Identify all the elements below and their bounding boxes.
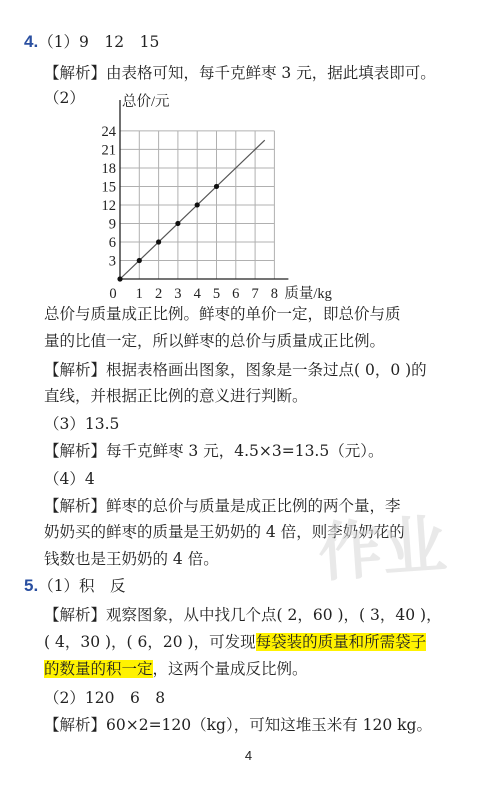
q4-part3: （3）13.5 [44, 415, 120, 433]
q5-number: 5. [24, 576, 39, 595]
x-tick-label: 2 [154, 286, 163, 302]
q5-highlight-2: 的数量的积一定 [44, 660, 153, 678]
q5-analysis1-2 [44, 632, 426, 652]
y-tick-label: 18 [101, 160, 116, 177]
data-point [137, 258, 142, 263]
x-tick-label: 6 [232, 286, 240, 302]
q5-heading [24, 576, 126, 596]
q5-part2: （2）120 6 8 [44, 689, 166, 707]
x-tick-label: 8 [270, 286, 279, 302]
q5-analysis1-3 [44, 659, 308, 679]
q4-number: 4. [24, 32, 39, 51]
x-tick-label: 4 [193, 286, 201, 302]
y-tick-label: 12 [101, 197, 116, 214]
x-axis-label: 质量/kg [284, 286, 332, 302]
y-tick-label: 24 [101, 123, 116, 140]
chart-axes [120, 100, 288, 279]
data-point [195, 202, 200, 207]
q5-analysis1-3b: ，这两个量成反比例。 [152, 660, 308, 678]
data-point [156, 239, 161, 244]
q4-part4: （4）4 [44, 470, 95, 488]
q4-analysis1: 【解析】由表格可知，每千克鲜枣 3 元，据此填表即可。 [44, 64, 436, 82]
data-point [117, 276, 122, 281]
y-tick-label: 3 [108, 253, 116, 270]
x-tick-label: 1 [135, 286, 143, 302]
q4-analysis4-2: 奶奶买的鲜枣的质量是王奶奶的 4 倍，则李奶奶花的 [44, 523, 405, 541]
q4-analysis3: 【解析】每千克鲜枣 3 元，4.5×3=13.5（元）。 [44, 442, 384, 460]
y-tick-label: 6 [108, 234, 116, 251]
q4-part1: （1）9 12 15 [38, 33, 160, 51]
y-tick-label: 15 [101, 179, 116, 196]
series-line [120, 140, 265, 279]
y-axis-label: 总价/元 [122, 94, 170, 110]
q4-analysis2-1: 【解析】根据表格画出图象，图象是一条过点( 0，0 )的 [44, 361, 427, 379]
q5-analysis2: 【解析】60×2=120（kg），可知这堆玉米有 120 kg。 [44, 716, 432, 734]
q5-part1: （1）积 反 [38, 577, 126, 595]
y-tick-label: 9 [108, 216, 116, 233]
q5-analysis1-2a: ( 4，30 )，( 6，20 )，可发现 [44, 633, 256, 651]
y-tick-label: 21 [101, 142, 116, 159]
q4-analysis4-3: 钱数也是王奶奶的 4 倍。 [44, 550, 219, 568]
x-tick-label: 5 [212, 286, 221, 302]
data-point [175, 221, 180, 226]
watermark: 作业 [315, 508, 449, 590]
q4-conclusion-1: 总价与质量成正比例。鲜枣的单价一定，即总价与质 [44, 305, 401, 323]
q4-analysis4-1: 【解析】鲜枣的总价与质量是成正比例的两个量，李 [44, 497, 401, 515]
data-point [214, 184, 219, 189]
x-tick-label: 0 [109, 286, 117, 302]
price-weight-chart [95, 92, 355, 306]
q4-conclusion-2: 量的比值一定，所以鲜枣的总价与质量成正比例。 [44, 332, 386, 350]
q5-highlight-1: 每袋装的质量和所需袋子 [255, 633, 427, 651]
q4-heading [24, 32, 159, 52]
q5-analysis1-1: 【解析】观察图象，从中找几个点( 2，60 )，( 3，40 )， [44, 606, 442, 624]
q4-analysis2-2: 直线，并根据正比例的意义进行判断。 [44, 387, 308, 405]
x-tick-label: 7 [251, 286, 259, 302]
q4-part2: （2） [44, 89, 85, 107]
x-tick-label: 3 [174, 286, 182, 302]
page-number: 4 [244, 748, 253, 763]
